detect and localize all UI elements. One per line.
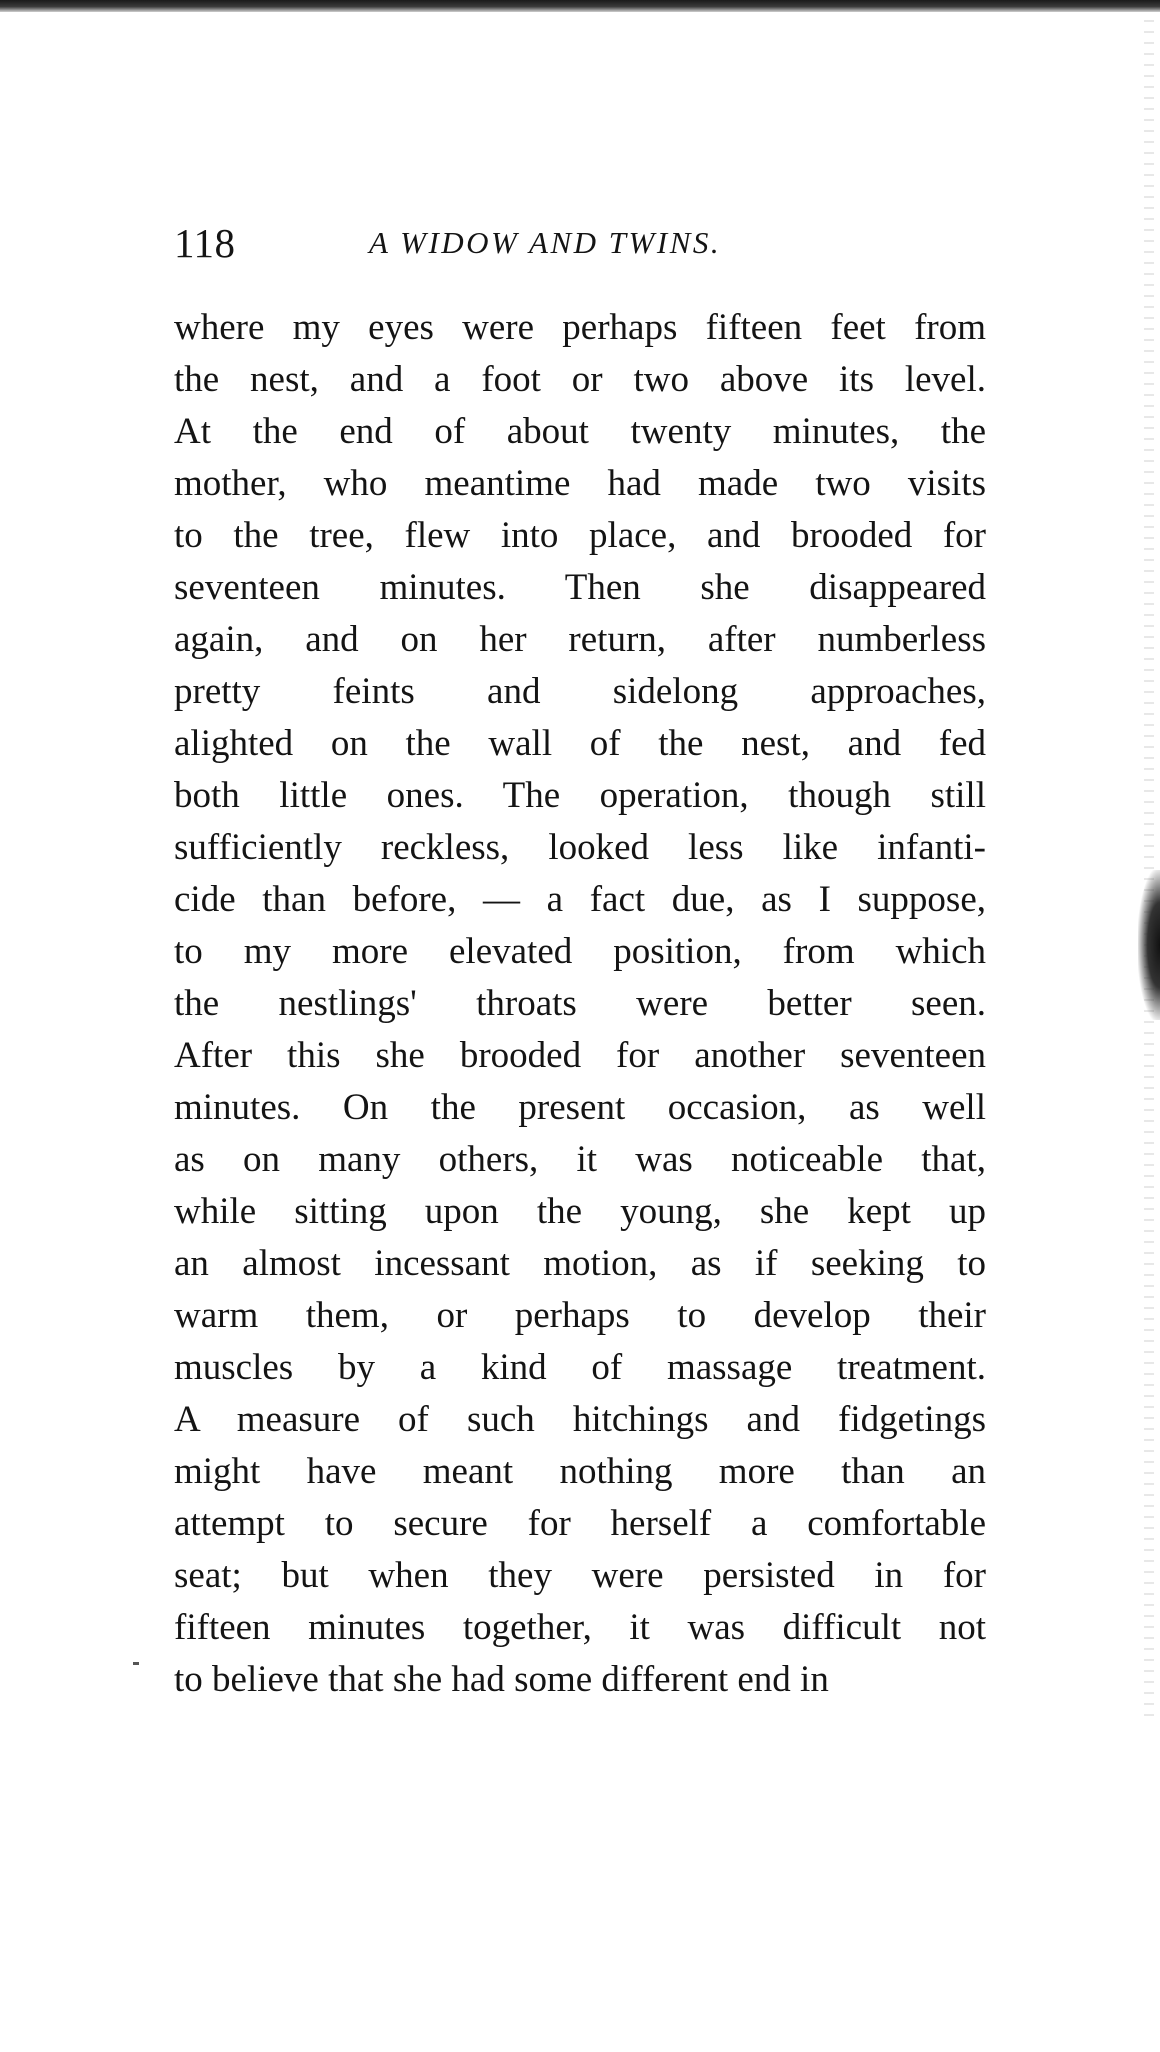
text-line: After this she brooded for another seventeen (174, 1035, 986, 1076)
text-line: pretty feints and sidelong approaches, (174, 671, 986, 712)
text-line: to believe that she had some different end in (174, 1659, 829, 1700)
text-line: A measure of such hitchings and fidgetings (174, 1399, 986, 1440)
book-page (174, 215, 986, 1706)
scan-mark (133, 1662, 139, 1665)
text-line: cide than before, — a fact due, as I suppose, (174, 879, 986, 920)
running-title: A WIDOW AND TWINS. (369, 225, 722, 260)
text-line: the nestlings' throats were better seen. (174, 983, 986, 1024)
text-line: to the tree, flew into place, and brooded for (174, 515, 986, 556)
text-line: At the end of about twenty minutes, the (174, 411, 986, 452)
running-head (174, 215, 986, 271)
text-line: mother, who meantime had made two visits (174, 463, 986, 504)
text-line: again, and on her return, after numberless (174, 619, 986, 660)
text-line: seat; but when they were persisted in for (174, 1555, 986, 1596)
text-line: alighted on the wall of the nest, and fed (174, 723, 986, 764)
text-line: might have meant nothing more than an (174, 1451, 986, 1492)
text-line: fifteen minutes together, it was difficult not (174, 1607, 986, 1648)
text-line: seventeen minutes. Then she disappeared (174, 567, 986, 608)
text-line: muscles by a kind of massage treatment. (174, 1347, 986, 1388)
text-line: while sitting upon the young, she kept up (174, 1191, 986, 1232)
text-line: attempt to secure for herself a comfortable (174, 1503, 986, 1544)
body-text (174, 302, 986, 1706)
text-line: to my more elevated position, from which (174, 931, 986, 972)
scan-edge-shadow (1138, 870, 1160, 1020)
text-line: sufficiently reckless, looked less like infanti- (174, 827, 986, 868)
text-line: an almost incessant motion, as if seeking to (174, 1243, 986, 1284)
text-line: warm them, or perhaps to develop their (174, 1295, 986, 1336)
text-line: both little ones. The operation, though still (174, 775, 986, 816)
scan-top-edge (0, 0, 1160, 12)
page-number: 118 (174, 220, 236, 266)
text-line: the nest, and a foot or two above its level. (174, 359, 986, 400)
text-line: where my eyes were perhaps fifteen feet from (174, 307, 986, 348)
text-line: minutes. On the present occasion, as well (174, 1087, 986, 1128)
text-line: as on many others, it was noticeable that, (174, 1139, 986, 1180)
